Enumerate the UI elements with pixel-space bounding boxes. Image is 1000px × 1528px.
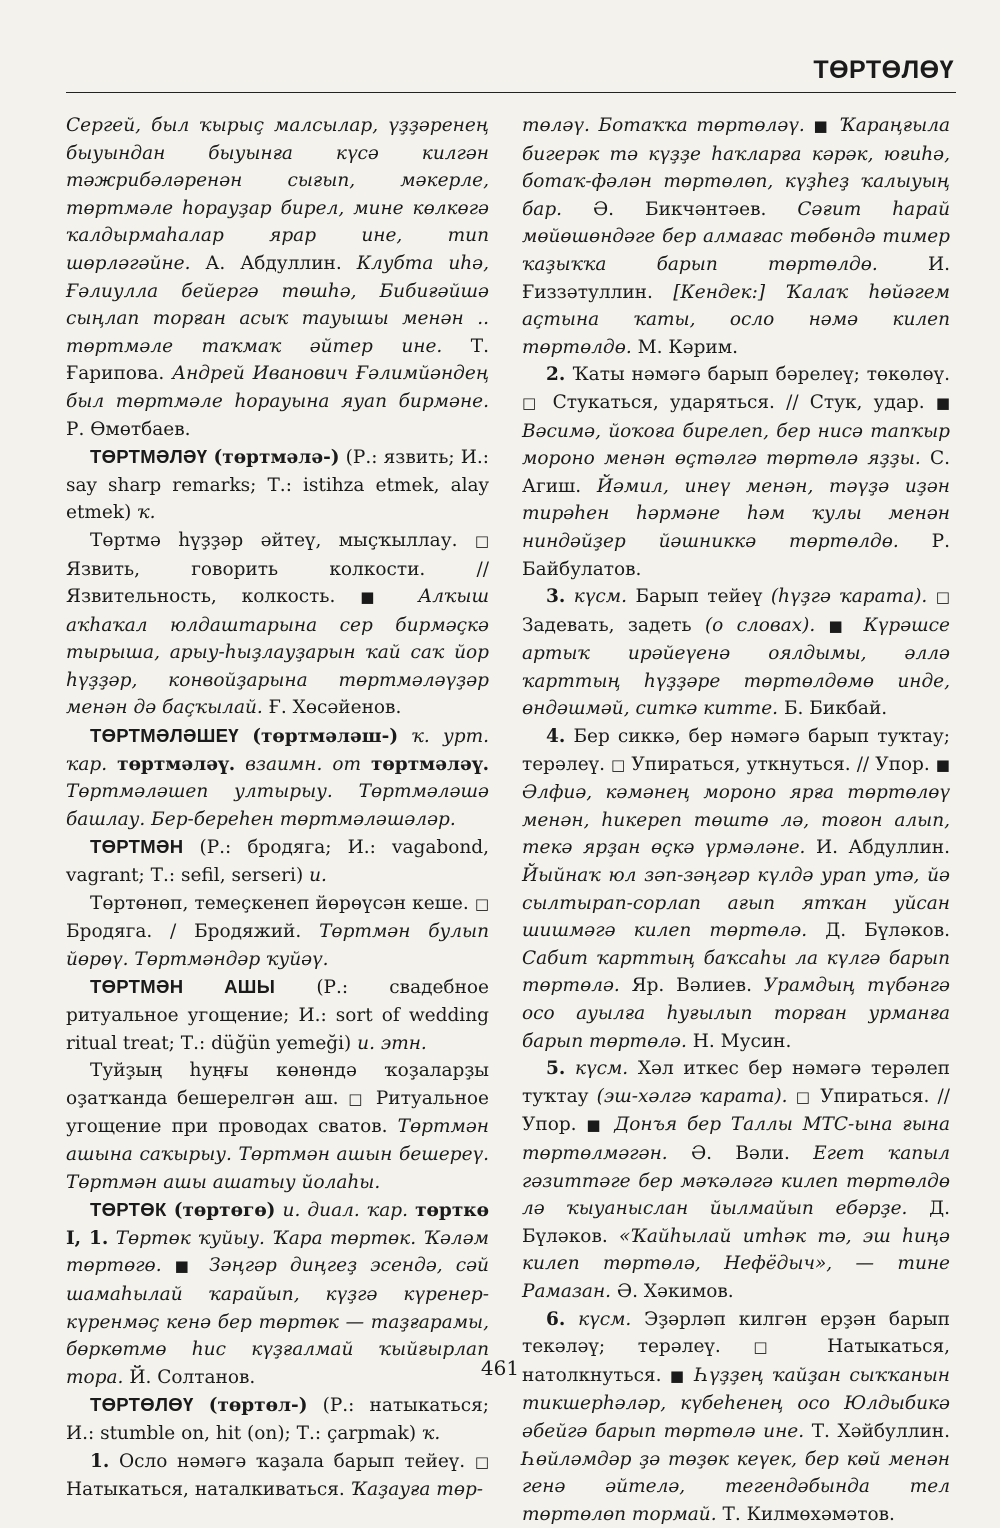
note: от (332, 753, 361, 775)
page-number: 461 (480, 1356, 520, 1380)
pos: ҡ. (421, 1422, 441, 1444)
entry-tortmalashau (66, 722, 489, 833)
author: И. Абдуллин. (815, 837, 950, 859)
filled-square-icon: ■ (828, 616, 851, 635)
sense-2 (522, 361, 950, 583)
header-rule (66, 92, 956, 93)
entry-tortman-body (66, 890, 489, 974)
open-square-icon: □ (611, 755, 626, 774)
entry-tortmalau (66, 443, 489, 527)
headword: ТӨРТӨК (90, 1199, 167, 1221)
entry-continuation (66, 112, 489, 443)
sense-4 (522, 723, 950, 1055)
gloss: (Р.: язвить; И.: say sharp remarks; Т.: istihza etmek, alay etmek) (66, 447, 489, 524)
pos: күсм. (573, 586, 627, 608)
quote: Йыйнаҡ юл зәп-зәңгәр күлдә урап утә, йә сылтырап-сорлап ағып ятҡан уйсан шишмәгә килеп төртөлә. (522, 865, 950, 942)
sense-number: 3. (546, 586, 566, 608)
russian-gloss: Натыкаться, натолкнуться. (522, 1336, 950, 1386)
author: Р. Өмөтбаев. (66, 418, 191, 440)
russian-gloss: Бродяга. / Бродяжий. (66, 921, 302, 943)
definition: Бер сиккә, бер нәмәгә барып туҡтау; терәлеү. (522, 726, 950, 775)
author: И. Ғиззәтуллин. (522, 253, 950, 303)
quote: Алҡыш аҡһаҡал юлдаштарына сер бирмәҫкә тырыша, арыу-һыҙлауҙарын ҡай саҡ йор һүҙҙәр, конвойҙарына төртмәләүҙәр менән дә баҫҡылай. (66, 586, 489, 719)
cross-reference: төртмәләү. (117, 753, 236, 775)
open-square-icon: □ (474, 894, 489, 913)
quote: Донъя бер Таллы МТС-ына ғына төртөлмәгән. (522, 1114, 950, 1164)
sense-6 (522, 1306, 950, 1528)
definition: Эҙәрләп килгән ерҙән барып текәләү; терәлеү. (522, 1308, 950, 1358)
definition: Туйҙың һуңғы көнөндә ҡоҙаларҙы оҙатҡанда бешерелгән аш. (66, 1060, 489, 1109)
filled-square-icon: ■ (935, 755, 950, 774)
examples: Төртмәләшеп ултырыу. Төртмәләшә башлау. Бер-береһен төртмәләшәләр. (66, 781, 489, 830)
quote: Ҡараңғыла бигерәк тә күҙҙе һаҡларға кәрәк, юғиһә, ботаҡ-фәлән төртөлөп, күҙһеҙ ҡалыуың бар. (522, 115, 950, 220)
entry-tortolou (66, 1391, 489, 1447)
left-column (66, 112, 489, 1504)
author: Д. Бүләков. (522, 1198, 950, 1247)
open-square-icon: □ (753, 1338, 795, 1357)
gloss: (Р.: бродяга; И.: vagabond, vagrant; Т.: sefil, serseri) (66, 837, 489, 887)
quote: Андрей Иванович Ғәлимйәндең был төртмәле һорауына яуап бирмәне. (66, 363, 490, 412)
quote: төләү. Ботаҡҡа төртөләү. (522, 115, 805, 136)
author: Яр. Вәлиев. (631, 975, 752, 997)
author: Б. Бикбай. (783, 698, 888, 720)
author: Ә. Бикчәнтәев. (593, 198, 767, 220)
entry-tortman-ashy (66, 973, 489, 1057)
filled-square-icon: ■ (360, 588, 394, 607)
quote: Әлфиә, кәмәнең мороно ярға төртөлөү менән, һикереп төштө лә, тоғон алып, текә ярҙан өҫкә үрмәләне. (522, 782, 950, 859)
filled-square-icon: ■ (813, 117, 831, 135)
russian-gloss: Язвить, говорить колкости. // Язвительность, колкость. (66, 558, 489, 608)
author: Ғ. Хөсәйенов. (268, 697, 402, 719)
quote: Урамдың түбәнгә осо ауылға һуғылып торған урманға барып төртөлә. (522, 975, 950, 1052)
definition: Хәл иткес бер нәмәгә терәлеп туҡтау (522, 1058, 950, 1107)
sense-3 (522, 583, 950, 723)
headword: ТӨРТМӘН (90, 836, 184, 858)
sense-number: 5. (546, 1058, 566, 1080)
open-square-icon: □ (474, 1452, 489, 1471)
sense-number: 4. (546, 726, 566, 748)
cross-reference: төрткө I, 1. (66, 1200, 489, 1249)
russian-gloss: Упираться, уткнуться. // Упор. (631, 753, 930, 775)
quote: Егет ҡапыл гәзиттәге бер мәҡәләгә килеп төртөлдө лә ҡыуаныслан йылмайып ебәрҙе. (522, 1142, 950, 1220)
russian-gloss: Натыкаться, наталкиваться. (66, 1479, 345, 1501)
examples: Төртмән ашына саҡырыу. Төртмән ашын бешереү. Төртмән ашы ашатыу йолаһы. (66, 1116, 489, 1193)
note: (һүҙгә ҡарата). (770, 586, 928, 608)
note: (о словах). (704, 614, 816, 636)
pos: ҡ. (137, 502, 156, 524)
examples: Төртөк ҡуйыу. Ҡара төртөк. Ҡәләм төртөгө. (66, 1227, 489, 1277)
russian-gloss: Задевать, задеть (522, 614, 692, 636)
entry-tortolou-sense-1 (66, 1448, 489, 1504)
entry-tortman-ashy-body (66, 1057, 489, 1196)
sense-5 (522, 1055, 950, 1305)
pos: күсм. (575, 1058, 629, 1080)
filled-square-icon: ■ (586, 1116, 605, 1135)
quote: Вәсимә, йоҡоға бирелеп, бер нисә тапҡыр мороно менән өҫтәлгә төртөлә яҙҙы. (522, 420, 950, 470)
definition: Ҡаты нәмәгә барып бәрелеү; төкөлөү. (572, 364, 950, 386)
quote: Сәғит һарай мөйөшөндәге бер алмағас төбөндә тимер ҡаҙыҡҡа барып төртөлдө. (522, 198, 950, 275)
entry-tortman (66, 833, 489, 889)
author: М. Кәрим. (637, 336, 739, 358)
author: А. Абдуллин. (205, 252, 342, 274)
author: Н. Мусин. (692, 1030, 792, 1052)
open-square-icon: □ (795, 1087, 813, 1106)
open-square-icon: □ (348, 1089, 367, 1108)
author: Т. Ғарипова. (66, 335, 489, 385)
quote: Һүҙҙең ҡайҙан сыҡҡанын тикшерһәләр, күбеһенең осо Юлдыбикә әбейгә барып төртөлә ине. (522, 1364, 950, 1442)
note: (эш-хәлгә ҡарата). (596, 1085, 788, 1107)
pos: и. диал. ҡар. (282, 1200, 408, 1222)
definition: Төртөнөп, темеҫкенеп йөрөүсән кеше. (90, 892, 469, 914)
pos: и. (309, 865, 327, 887)
open-square-icon: □ (522, 393, 542, 412)
stem: (төртөл-) (208, 1395, 308, 1417)
gloss: (Р.: свадебное ритуальное угощение; И.: sort of wedding ritual treat; Т.: düğün yemeği) (66, 977, 489, 1054)
author: Т. Хәйбуллин. (811, 1420, 950, 1442)
filled-square-icon: ■ (669, 1366, 687, 1385)
stem: (төртмәләш-) (252, 726, 399, 748)
quote: «Ҡайһылай итһәк тә, эш һиңә килеп төртөлә, Нефёдыч», — тине Рамазан. (522, 1225, 951, 1302)
quote: Йәмил, инеү менән, тәүҙә иҙән тирәһен һәрмәне һәм ҡулы менән ниндәйҙер йәшниккә төртөлдө. (522, 475, 950, 552)
sense-number: 1. (90, 1450, 110, 1472)
russian-gloss: Ритуальное угощение при проводах сватов. (66, 1087, 489, 1138)
entry-tortmalau-body (66, 527, 489, 722)
filled-square-icon: ■ (935, 393, 950, 412)
author: С. Агиш. (522, 448, 950, 497)
quote: Ҡаҙауға төр- (350, 1479, 484, 1501)
definition: Төртмә һүҙҙәр әйтеү, мыҫҡыллау. (90, 529, 458, 551)
quote: Зәңгәр диңгеҙ эсендә, сәй шамаһылай ҡарайып, күҙгә күренер-күренмәҫ кенә бер төртөк — таҙғарамы, бөркөтмө һис күҙғалмай ҡыйғырлап тора. (66, 1255, 489, 1388)
sense-1-continuation (522, 112, 950, 361)
sense-number: 6. (546, 1308, 566, 1330)
headword: ТӨРТМӘН АШЫ (90, 976, 276, 998)
headword: ТӨРТӨЛӨҮ (90, 1394, 194, 1416)
russian-gloss: Стукаться, ударяться. // Стук, удар. (552, 391, 925, 413)
author: Ә. Хәкимов. (616, 1280, 734, 1302)
stem: (төртөгө) (173, 1200, 276, 1222)
russian-gloss: Упираться. // Упор. (522, 1085, 950, 1136)
pos: ҡ. урт. ҡар. (66, 726, 489, 775)
quote: Сергей, был ҡырыҫ малсылар, үҙҙәренең быуындан быуынға күсә килгән тәжрибәләренән сығып, мәкерле, төртмәле һорауҙар бирел, мине көлкөгә ҡалдырмаһалар ярар ине, тип шөрләгәйне. (66, 115, 489, 274)
author: Т. Килмөхәмәтов. (722, 1503, 895, 1525)
running-header-title: ТӨРТӨЛӨҮ (813, 56, 954, 84)
quote: Сабит ҡарттың баҡсаһы ла күлгә барып төртөлә. (522, 947, 950, 997)
right-column (522, 112, 950, 1528)
author: Р. Байбулатов. (522, 530, 950, 580)
definition: Барып тейеү (635, 586, 763, 608)
examples: Төртмән булып йөрөү. Төртмәндәр ҡуйәү. (66, 921, 490, 970)
sense-number: 2. (546, 364, 566, 386)
author: Д. Бүләков. (825, 920, 950, 942)
headword: ТӨРТМӘЛӘШЕҮ (90, 725, 239, 747)
definition: Осло нәмәгә ҡаҙала барып тейеү. (118, 1450, 466, 1472)
author: Й. Солтанов. (129, 1366, 256, 1388)
author: Ә. Вәли. (690, 1142, 790, 1164)
cross-reference: төртмәләү. (370, 753, 490, 775)
quote: Һөйләмдәр ҙә төҙөк кеүек, бер көй менән генә әйтелә, тегендәбында тел төртөлөп тормай. (522, 1448, 950, 1525)
open-square-icon: □ (935, 588, 950, 607)
stem: (төртмәлә-) (213, 447, 340, 469)
note: взаимн. (245, 753, 323, 775)
open-square-icon: □ (474, 531, 489, 550)
pos: и. этн. (357, 1032, 427, 1054)
gloss: (Р.: натыкаться; И.: stumble on, hit (on); Т.: çarpmak) (66, 1395, 489, 1444)
filled-square-icon: ■ (174, 1257, 197, 1276)
pos: күсм. (578, 1308, 632, 1330)
headword: ТӨРТМӘЛӘҮ (90, 446, 208, 468)
quote: [Кендек:] Ҡалаҡ һөйәгем аҫтына ҡаты, осло нәмә килеп төртөлдө. (522, 281, 950, 358)
quote: Клубта иһә, Ғәлиулла бейергә төшһә, Бибиғәйшә сыңлап торған асыҡ тауышы менән .. төртмәле таҡмаҡ әйтер ине. (66, 252, 489, 357)
quote: Күрәшсе артыҡ ирәйеүенә оялдымы, әллә ҡарттың һүҙҙәре төртөлдөмө инде, өндәшмәй, ситкә китте. (522, 614, 950, 720)
